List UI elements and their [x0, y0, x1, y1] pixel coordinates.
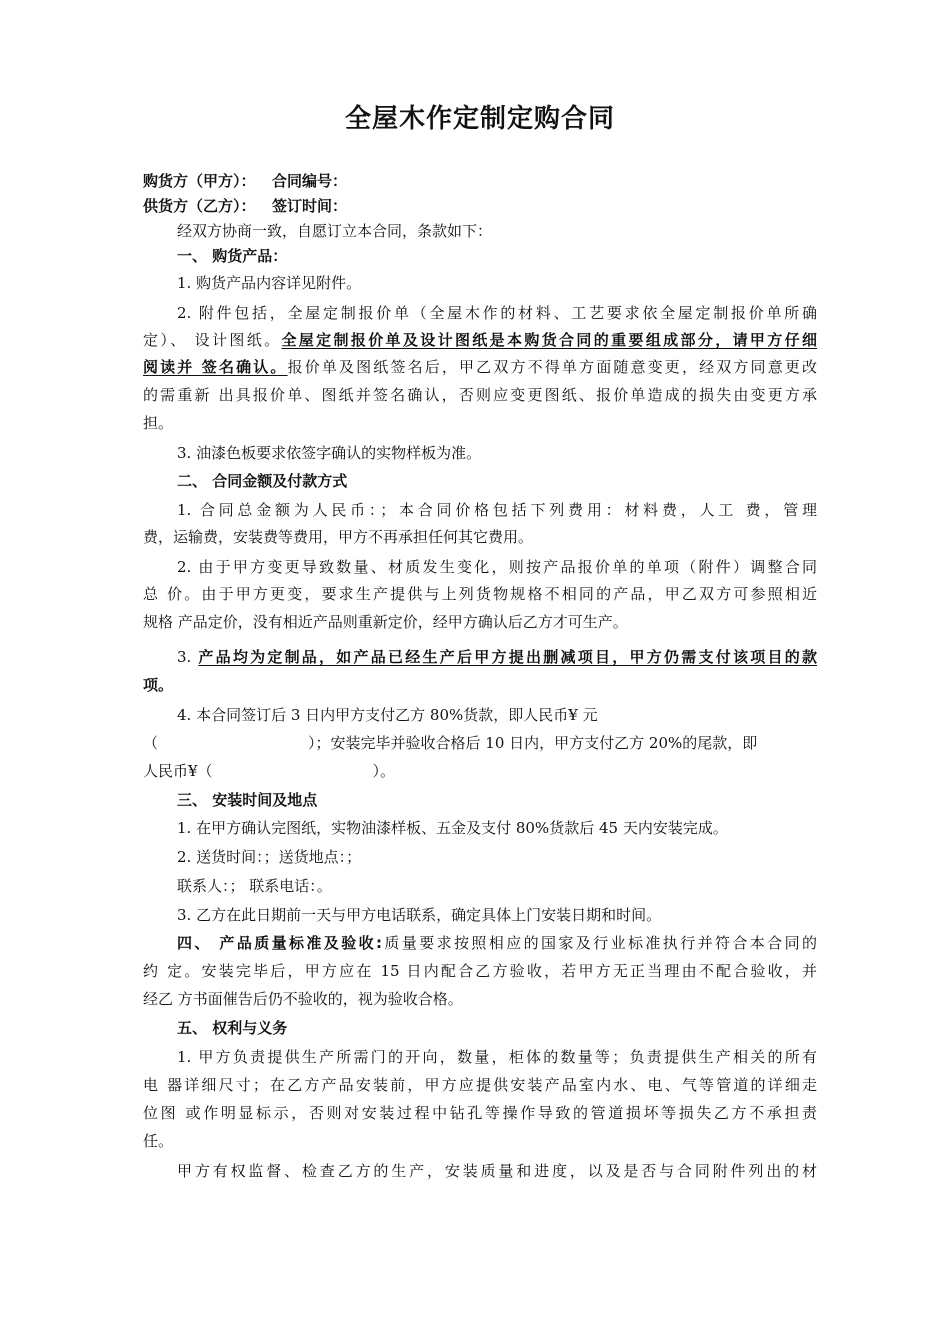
- s2-p4-close-paren: ）。: [372, 762, 396, 780]
- intro-text: 经双方协商一致，自愿订立本合同，条款如下：: [177, 222, 493, 240]
- buyer-label: 购货方（甲方）：: [143, 172, 256, 190]
- s2-p3-number: 3.: [177, 648, 199, 666]
- section-1-heading: 一、 购货产品：: [177, 247, 288, 265]
- s1-p1: 1. 购货产品内容详见附件。: [177, 274, 362, 292]
- s2-p2-line3: 规格 产品定价，没有相近产品则重新定价，经甲方确认后乙方才可生产。: [143, 613, 628, 631]
- s3-p3: 3. 乙方在此日期前一天与甲方电话联系，确定具体上门安装日期和时间。: [177, 906, 662, 924]
- s4-line3: 经乙 方书面催告后仍不验收的，视为验收合格。: [143, 990, 463, 1008]
- s5-p1-line4: 任。: [143, 1132, 174, 1150]
- s3-p1: 1. 在甲方确认完图纸，实物油漆样板、五金及支付 80%货款后 45 天内安装完成。: [177, 819, 728, 837]
- s2-p2-line2: 总 价。由于甲方更变，要求生产提供与上列货物规格不相同的产品，甲乙双方可参照相近: [143, 585, 817, 603]
- s5-p1-line3: 位图 或作明显标示，否则对安装过程中钻孔等操作导致的管道损坏等损失乙方不承担责: [143, 1104, 817, 1122]
- section-4-heading: 四、 产品质量标准及验收:: [177, 934, 383, 952]
- s1-p2-line3-emphasis: 阅读并 签名确认。: [143, 358, 288, 376]
- s4-line1: [177, 933, 817, 953]
- s5-p1-line2: 电 器详细尺寸；在乙方产品安装前，甲方应提供安装产品室内水、电、气等管道的详细走: [143, 1076, 817, 1094]
- s1-p2-line5: 担。: [143, 414, 174, 432]
- s2-p2-line1: 2. 由于甲方变更导致数量、材质发生变化，则按产品报价单的单项（附件）调整合同: [177, 558, 817, 576]
- s2-p4-line2: [143, 733, 817, 753]
- s4-line1-text: 质量要求按照相应的国家及行业标准执行并符合本合同的: [382, 934, 817, 952]
- s2-p4-line3: [143, 761, 817, 781]
- section-2-heading: 二、 合同金额及付款方式: [177, 472, 348, 490]
- s2-p1-line2: 费，运输费，安装费等费用，甲方不再承担任何其它费用。: [143, 528, 534, 546]
- s2-p1-line1: 1. 合同总金额为人民币：；本合同价格包括下列费用：材料费，人工 费，管理: [177, 501, 817, 519]
- contract-title: 全屋木作定制定购合同: [344, 104, 615, 134]
- s2-p4-line2-text: ）；安装完毕并验收合格后 10 日内，甲方支付乙方 20%的尾款，即: [308, 734, 758, 752]
- s1-p2-line3-text: 报价单及图纸签名后，甲乙双方不得单方面随意变更，经双方同意更改: [287, 358, 817, 376]
- s2-p4-open-paren: （: [143, 734, 159, 752]
- s2-p3-emphasis: 产品均为定制品，如产品已经生产后甲方提出删减项目，甲方仍需支付该项目的款: [198, 648, 817, 666]
- s1-p2-line2-emphasis: 全屋定制报价单及设计图纸是本购货合同的重要组成部分，请甲方仔细: [281, 331, 817, 349]
- s1-p2-line3: [143, 357, 817, 377]
- s2-p4-rmb-label: 人民币¥（: [143, 762, 213, 780]
- sign-time-label: 签订时间：: [271, 197, 347, 215]
- buyer-row: [143, 171, 817, 191]
- s5-p2-line1: 甲方有权监督、检查乙方的生产，安装质量和进度，以及是否与合同附件列出的材: [177, 1162, 817, 1180]
- s2-p3-line1: [177, 647, 817, 667]
- contract-no-label: 合同编号：: [271, 172, 347, 190]
- s5-p1-line1: 1. 甲方负责提供生产所需门的开向，数量，柜体的数量等；负责提供生产相关的所有: [177, 1048, 817, 1066]
- seller-row: [143, 196, 817, 216]
- section-5-heading: 五、 权利与义务: [177, 1019, 288, 1037]
- s1-p3: 3. 油漆色板要求依签字确认的实物样板为准。: [177, 444, 482, 462]
- s2-p3-line2: 项。: [143, 676, 174, 694]
- s1-p2-line1: 2. 附件包括，全屋定制报价单（全屋木作的材料、工艺要求依全屋定制报价单所确: [177, 304, 817, 322]
- s1-p2-line2-text: 定）、 设计图纸。: [143, 331, 282, 349]
- s2-p4-line1: 4. 本合同签订后 3 日内甲方支付乙方 80%货款，即人民币¥ 元: [177, 706, 598, 724]
- s1-p2-line4: 的需重新 出具报价单、图纸并签名确认，否则应变更图纸、报价单造成的损失由变更方承: [143, 386, 817, 404]
- s1-p2-line2: [143, 330, 817, 350]
- s3-contact: 联系人：； 联系电话：。: [177, 877, 332, 895]
- section-3-heading: 三、 安装时间及地点: [177, 791, 318, 809]
- seller-label: 供货方（乙方）：: [143, 197, 256, 215]
- s4-line2: 约 定。安装完毕后，甲方应在 15 日内配合乙方验收，若甲方无正当理由不配合验收，并: [143, 962, 817, 980]
- s3-p2: 2. 送货时间：；送货地点：；: [177, 848, 362, 866]
